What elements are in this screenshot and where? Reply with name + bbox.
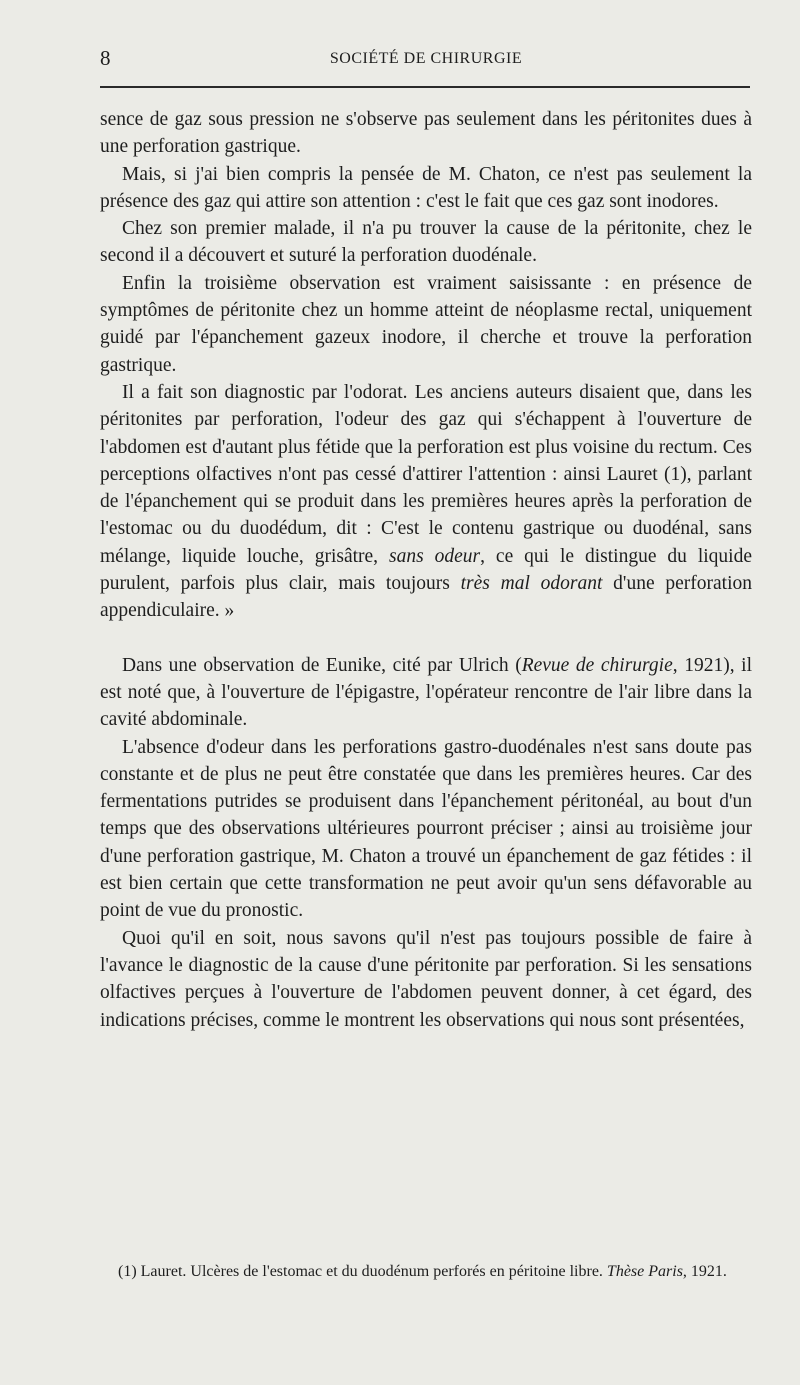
italic-text: Revue de chirurgie xyxy=(521,654,673,676)
paragraph xyxy=(100,379,752,625)
italic-text: Thèse Paris xyxy=(606,1263,683,1280)
text-run: Mais, si j'ai bien compris la pensée de M. Chaton, ce n'est pas seulement la présence des gaz qui attire son attention : c'est le fait que ces gaz sont inodores. xyxy=(100,163,752,212)
text-run: , ce qui le distingue du liquide purulent, parfois plus clair, mais toujours xyxy=(100,545,752,595)
body-text xyxy=(100,106,752,1034)
paragraph xyxy=(100,734,752,925)
italic-text: sans odeur xyxy=(389,545,481,567)
header-rule xyxy=(100,86,750,88)
paragraph xyxy=(100,161,752,216)
text-run: Quoi qu'il en soit, nous savons qu'il n'est pas toujours possible de faire à l'avance le diagnostic de la cause d'une péritonite par perforation. Si les sensations olfactives perçues à l'ouverture de l'abdomen peuvent donner, à cet égard, des indications précises, comme le montrent les observations qui nous sont présentées, xyxy=(100,927,752,1031)
text-run: L'absence d'odeur dans les perforations gastro-duodénales n'est sans doute pas constante et de plus ne peut être constatée que dans les premières heures. Car des fermentations putrides se produisent dans l'épanchement péritonéal, au bout d'un temps que des observations ultérieures pourront préciser ; ainsi au troisième jour d'une perforation gastrique, M. Chaton a trouvé un épanchement de gaz fétides : il est bien certain que cette transformation ne peut avoir qu'un sens défavorable au point de vue du pronostic. xyxy=(100,736,752,922)
footnote xyxy=(100,1260,752,1283)
paragraph xyxy=(100,106,752,161)
text-run: sence de gaz sous pression ne s'observe pas seulement dans les péritonites dues à une perforation gastrique. xyxy=(100,109,752,158)
text-run: Chez son premier malade, il n'a pu trouver la cause de la péritonite, chez le second il a découvert et suturé la perforation duodénale. xyxy=(100,218,752,267)
text-run: Dans une observation de Eunike, cité par Ulrich ( xyxy=(122,654,522,676)
italic-text: très mal odorant xyxy=(460,573,603,595)
text-run: Il a fait son diagnostic par l'odorat. Les anciens auteurs disaient que, dans les péritonites par perforation, l'odeur des gaz qui s'échappent à l'ouverture de l'abdomen est d'autant plus fétide que la perforation est plus voisine du rectum. Ces perceptions olfactives n'ont pas cessé d'attirer l'attention : ainsi Lauret (1), parlant de l'épanchement qui se produit dans les premières heures après la perforation de l'estomac ou du duodédum, dit : C'est le contenu gastrique ou duodénal, sans mélange, liquide louche, grisâtre, xyxy=(100,381,752,567)
text-run: , 1921), il est noté que, à l'ouverture de l'épigastre, l'opérateur rencontre de l'air libre dans la cavité abdominale. xyxy=(100,654,752,731)
page-number: 8 xyxy=(100,46,111,70)
text-run: Enfin la troisième observation est vraiment saisissante : en présence de symptômes de péritonite chez un homme atteint de néoplasme rectal, uniquement guidé par l'épanchement gazeux inodore, il cherche et trouve la perforation gastrique. xyxy=(100,272,752,376)
footnote-text xyxy=(100,1260,752,1283)
text-run: (1) Lauret. Ulcères de l'estomac et du duodénum perforés en péritoine libre. xyxy=(118,1263,607,1280)
paragraph xyxy=(100,925,752,1034)
text-run: , 1921. xyxy=(682,1263,727,1280)
paragraph xyxy=(100,652,752,734)
page-header xyxy=(100,46,752,72)
paragraph xyxy=(100,215,752,270)
paragraph xyxy=(100,270,752,379)
running-title: SOCIÉTÉ DE CHIRURGIE xyxy=(329,50,523,67)
text-run: d'une perforation appendiculaire. » xyxy=(100,573,752,622)
